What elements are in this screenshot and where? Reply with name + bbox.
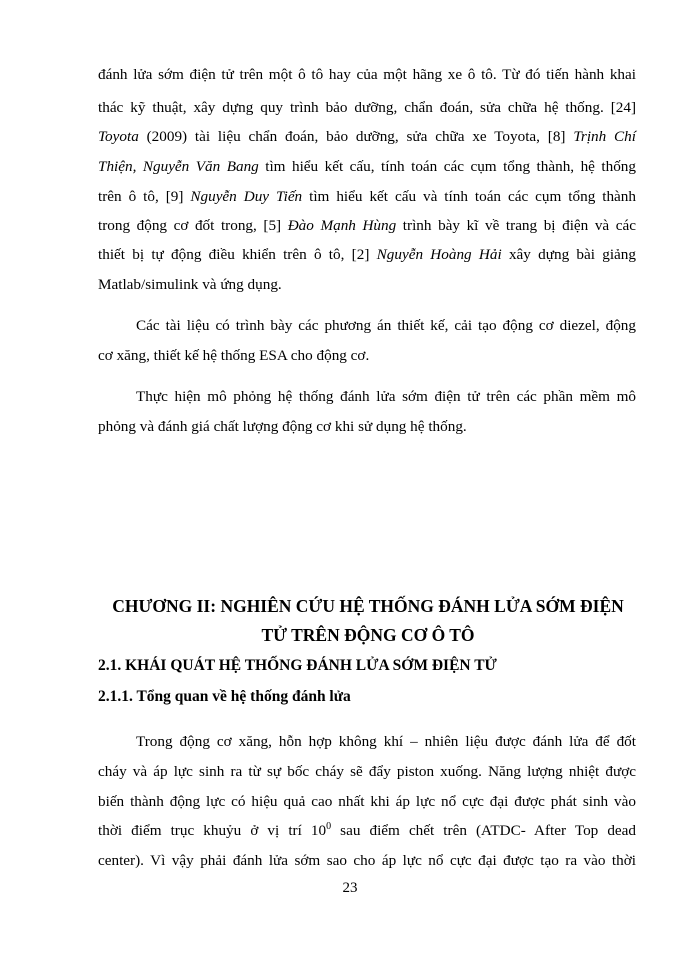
- para1-line2: thác kỹ thuật, xây dựng quy trình bảo dưỡng, chẩn đoán, sửa chữa hệ thống. [24]: [98, 99, 636, 116]
- para1-line7: [98, 246, 636, 264]
- author-nguyen-hoang-hai: Nguyễn Hoàng Hải: [376, 246, 502, 263]
- para1-line7-pre: thiết bị tự động điều khiển trên ô tô, [2]: [98, 246, 377, 263]
- author-toyota: Toyota: [98, 128, 139, 145]
- degree-superscript: 0: [326, 820, 332, 832]
- para1-line5-text: tìm hiểu kết cấu và tính toán các cụm tổng thành: [302, 188, 636, 205]
- para4-line1: Trong động cơ xăng, hỗn hợp không khí – nhiên liệu được đánh lửa để đốt: [136, 733, 636, 750]
- author-nguyen-duy-tien: Nguyễn Duy Tiến: [190, 188, 303, 205]
- chapter-title-line2: TỬ TRÊN ĐỘNG CƠ Ô TÔ: [261, 625, 475, 645]
- section-heading: 2.1. KHÁI QUÁT HỆ THỐNG ĐÁNH LỬA SỚM ĐIỆN TỬ: [98, 657, 497, 674]
- author-dao-manh-hung: Đào Mạnh Hùng: [287, 217, 397, 234]
- chapter-title-line1: CHƯƠNG II: NGHIÊN CỨU HỆ THỐNG ĐÁNH LỬA SỚM ĐIỆN: [112, 596, 624, 616]
- para4-line4-pre: thời điểm trục khuỷu ở vị trí 10: [98, 822, 327, 839]
- para2-line2: cơ xăng, thiết kế hệ thống ESA cho động cơ.: [98, 347, 370, 364]
- page-number: 23: [342, 880, 358, 896]
- author-trinh-chi: Trịnh Chí: [573, 128, 636, 145]
- para4-line4-text: sau điểm chết trên (ATDC- After Top dead: [331, 822, 637, 839]
- para2-line1: Các tài liệu có trình bày các phương án thiết kế, cải tạo động cơ diezel, động: [136, 317, 636, 334]
- para1-line6-text: trình bày kĩ về trang bị điện và các: [396, 217, 636, 234]
- para1-line6: [98, 217, 636, 235]
- para4-line2: cháy và áp lực sinh ra từ sự bốc cháy sẽ đẩy piston xuống. Năng lượng nhiệt được: [98, 763, 636, 780]
- para1-line5: [98, 188, 636, 206]
- para1-line7-text: xây dựng bài giảng: [501, 246, 636, 263]
- para1-line4: [98, 158, 636, 176]
- para1-line4-text: tìm hiểu kết cấu, tính toán các cụm tổng thành, hệ thống: [258, 158, 636, 175]
- para1-line1: đánh lửa sớm điện tử trên một ô tô hay của một hãng xe ô tô. Từ đó tiến hành khai: [98, 66, 636, 83]
- para4-line3: biến thành động lực có hiệu quả cao nhất khi áp lực nổ cực đại được phát sinh vào: [98, 793, 636, 810]
- para1-line3-text: (2009) tài liệu chẩn đoán, bảo dưỡng, sửa chữa xe Toyota, [8]: [138, 128, 574, 145]
- para3-line2: phỏng và đánh giá chất lượng động cơ khi sử dụng hệ thống.: [98, 418, 467, 435]
- para1-line6-pre: trong động cơ đốt trong, [5]: [98, 217, 288, 234]
- subsection-heading: 2.1.1. Tổng quan về hệ thống đánh lửa: [98, 688, 351, 705]
- para1-line3: [98, 128, 636, 146]
- para3-line1: Thực hiện mô phỏng hệ thống đánh lửa sớm điện tử trên các phần mềm mô: [136, 388, 636, 405]
- para4-line5: center). Vì vậy phải đánh lửa sớm sao cho áp lực nổ cực đại được tạo ra vào thời: [98, 852, 636, 869]
- para1-line5-pre: trên ô tô, [9]: [98, 188, 191, 205]
- para4-line4: [98, 822, 636, 840]
- author-thien-bang: Thiện, Nguyễn Văn Bang: [98, 158, 259, 175]
- para1-line8: Matlab/simulink và ứng dụng.: [98, 276, 282, 293]
